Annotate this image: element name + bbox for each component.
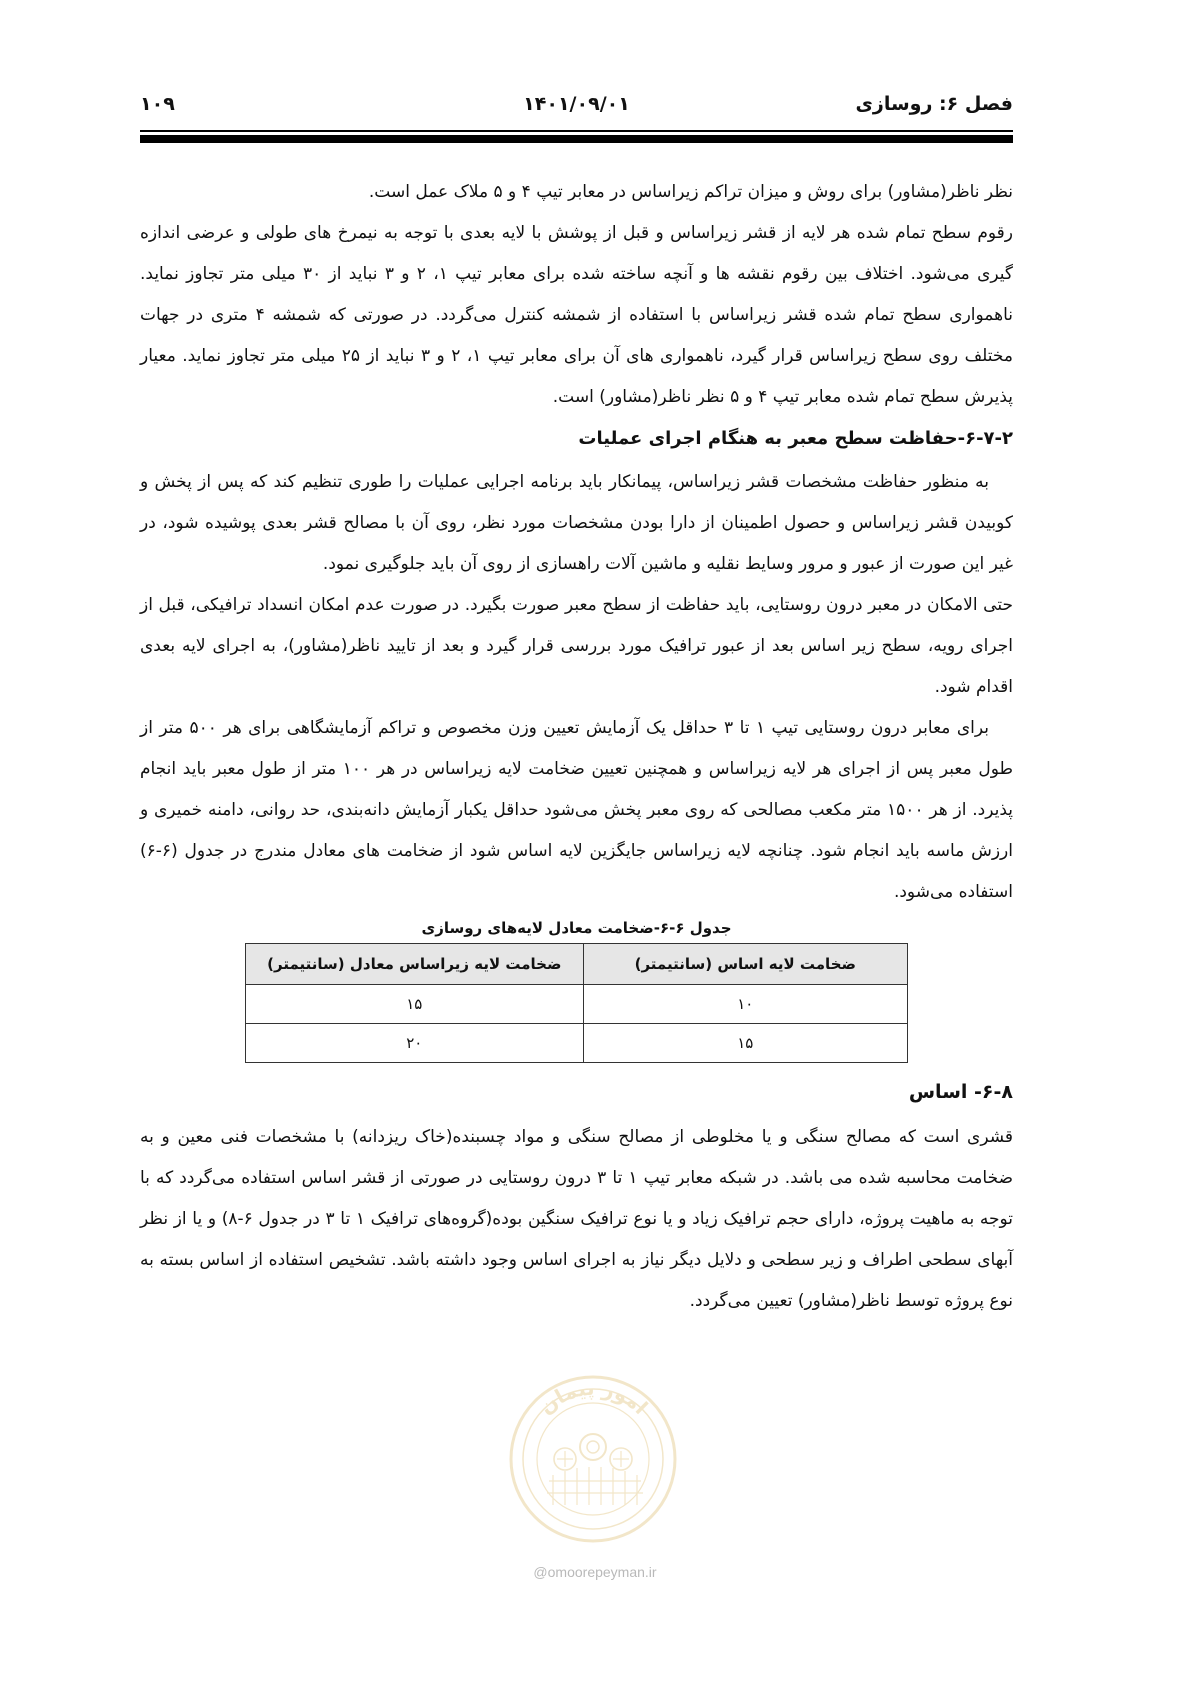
table-container	[245, 943, 908, 1063]
intro-paragraph: نظر ناظر(مشاور) برای روش و میزان تراکم زیراساس در معابر تیپ ۴ و ۵ ملاک عمل است.	[368, 182, 1013, 202]
chapter-title: فصل ۶: روسازی	[855, 93, 1013, 115]
column-header-subbase: ضخامت لایه زیراساس معادل (سانتیمتر)	[246, 944, 584, 985]
section-paragraph: برای معابر درون روستایی تیپ ۱ تا ۳ حداقل یک آزمایش تعیین وزن مخصوص و تراکم آزمایشگاهی برای هر ۵۰۰ متر از طول معبر پس از اجرای هر لایه زیراساس و همچنین تعیین ضخامت لایه زیراساس در هر ۱۰۰ متر از طول معبر باید انجام پذیرد. از هر ۱۵۰۰ متر مکعب مصالحی که روی معبر پخش می‌شود حداقل یکبار آزمایش دانه‌بندی، حد روانی، دامنه خمیری و ارزش ماسه باید انجام شود. چنانچه لایه زیراساس جایگزین لایه اساس شود از ضخامت های معادل مندرج در جدول (۶-۶) استفاده می‌شود.	[140, 718, 1014, 902]
table-caption: جدول ۶-۶-ضخامت معادل لایه‌های روسازی	[421, 919, 732, 937]
table-cell: ۱۰	[583, 985, 907, 1024]
column-header-base: ضخامت لایه اساس (سانتیمتر)	[583, 944, 907, 985]
svg-text:امور پیمان	[534, 1376, 652, 1419]
watermark-seal-icon	[483, 1355, 703, 1555]
watermark-handle: @omoorepeyman.ir	[533, 1564, 657, 1580]
section-heading-6-8: ۶-۸- اساس	[908, 1081, 1013, 1103]
header-date: ۱۴۰۱/۰۹/۰۱	[523, 93, 630, 115]
page-content	[140, 172, 1013, 1322]
header-rule-thin	[140, 130, 1013, 132]
table-row	[246, 1024, 908, 1063]
intro-paragraph: رقوم سطح تمام شده هر لایه از قشر زیراساس و قبل از پوشش با لایه بعدی با توجه به نیمرخ های طولی و عرضی اندازه گیری می‌شود. اختلاف بین رقوم نقشه ها و آنچه ساخته شده برای معابر تیپ ۱، ۲ و ۳ نباید از ۳۰ میلی متر تجاوز نماید. ناهمواری سطح تمام شده قشر زیراساس با استفاده از شمشه کنترل می‌گردد. در صورتی که شمشه ۴ متری در جهات مختلف روی سطح زیراساس قرار گیرد، ناهمواری های آن برای معابر تیپ ۱، ۲ و ۳ نباید از ۲۵ میلی متر تجاوز نماید. معیار پذیرش سطح تمام شده معابر تیپ ۴ و ۵ نظر ناظر(مشاور) است.	[140, 223, 1014, 407]
section-paragraph: حتی الامکان در معبر درون روستایی، باید حفاظت از سطح معبر صورت بگیرد. در صورت عدم امکان انسداد ترافیکی، قبل از اجرای رویه، سطح زیر اساس بعد از عبور ترافیک مورد بررسی قرار گیرد و بعد از تایید ناظر(مشاور)، به اجرای لایه بعدی اقدام شود.	[140, 595, 1013, 697]
table-cell: ۲۰	[246, 1024, 584, 1063]
watermark-seal-text: امور پیمان	[534, 1375, 653, 1419]
page-number: ۱۰۹	[140, 93, 175, 115]
table-cell: ۱۵	[583, 1024, 907, 1063]
running-header	[140, 93, 1013, 125]
section-paragraph: به منظور حفاظت مشخصات قشر زیراساس، پیمانکار باید برنامه اجرایی عملیات را طوری تنظیم کند که پس از پخش و کوبیدن قشر زیراساس و حصول اطمینان از دارا بودن مشخصات مورد نظر، روی آن با مصالح قشر بعدی پوشیده شود، در غیر این صورت از عبور و مرور وسایط نقلیه و ماشین آلات راهسازی از روی آن باید جلوگیری نمود.	[140, 472, 1013, 574]
section-heading-6-7-2: ۶-۷-۲-حفاظت سطح معبر به هنگام اجرای عملیات	[578, 428, 1013, 449]
table-row	[246, 985, 908, 1024]
table-cell: ۱۵	[246, 985, 584, 1024]
header-rule-thick	[140, 135, 1013, 143]
thickness-table	[245, 943, 908, 1063]
section-paragraph: قشری است که مصالح سنگی و یا مخلوطی از مصالح سنگی و مواد چسبنده(خاک ریزدانه) با مشخصات فنی معین و به ضخامت محاسبه شده می باشد. در شبکه معابر تیپ ۱ تا ۳ درون روستایی در صورتی از قشر اساس استفاده می‌گردد که با توجه به ماهیت پروژه، دارای حجم ترافیک زیاد و یا نوع ترافیک سنگین بوده(گروه‌های ترافیک ۱ تا ۳ در جدول ۶-۸) و یا از نظر آبهای سطحی اطراف و زیر سطحی و دلایل دیگر نیاز به اجرای اساس وجود داشته باشد. تشخیص استفاده از اساس بسته به نوع پروژه توسط ناظر(مشاور) تعیین می‌گردد.	[140, 1127, 1014, 1311]
table-header-row	[246, 944, 908, 985]
